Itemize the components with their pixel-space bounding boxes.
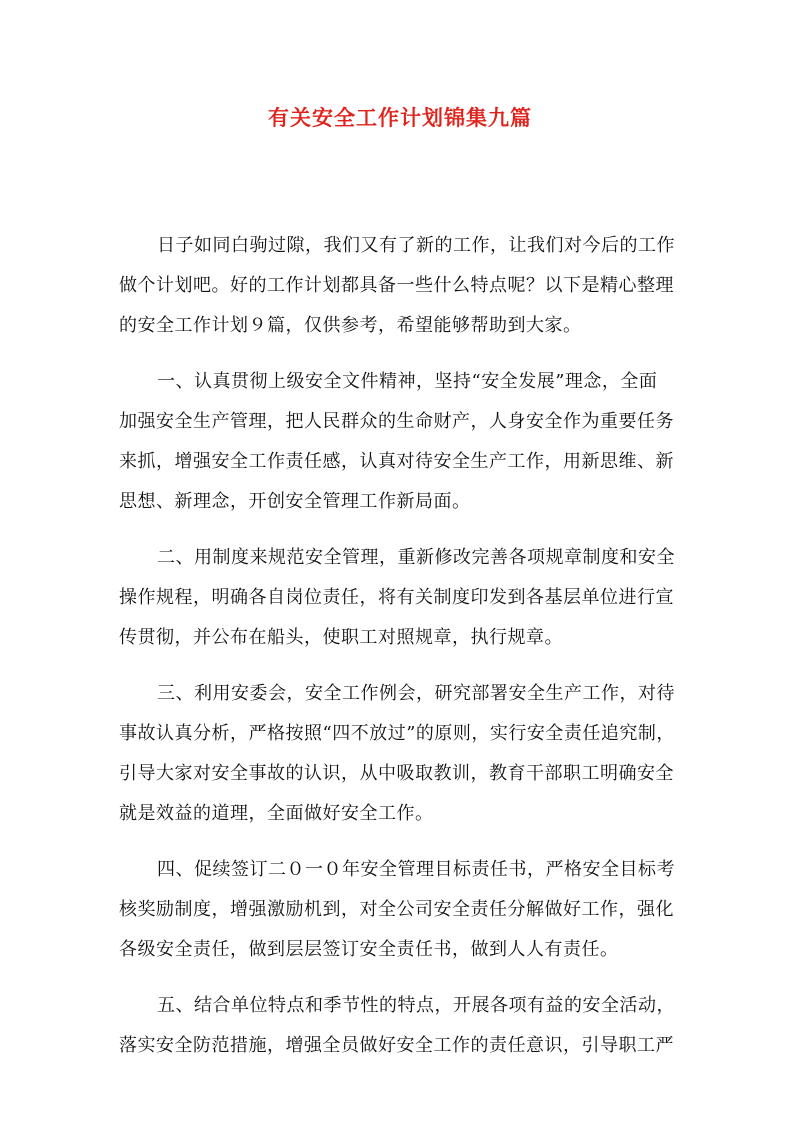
text-line: 核奖励制度，增强激励机到，对全公司安全责任分解做好工作，强化 [119,899,674,920]
text-line: 四、促续签订二０一０年安全管理目标责任书，严格安全目标考 [157,859,675,880]
text-line: 日子如同白驹过隙，我们又有了新的工作，让我们对今后的工作 [157,235,675,256]
text-line: 五、结合单位特点和季节性的特点，开展各项有益的安全活动， [157,995,675,1016]
paragraph-item-2 [119,538,685,658]
text-line: 二、用制度来规范安全管理，重新修改完善各项规章制度和安全 [157,547,675,568]
text-line: 操作规程，明确各自岗位责任，将有关制度印发到各基层单位进行宣 [119,587,674,608]
paragraph-item-5 [119,986,685,1066]
text-line: 来抓，增强安全工作责任感，认真对待安全生产工作，用新思维、新 [119,451,674,472]
paragraph-intro [119,226,685,346]
paragraph-item-3 [119,674,685,834]
paragraph-item-1 [119,362,685,522]
text-line: 引导大家对安全事故的认识，从中吸取教训，教育干部职工明确安全 [119,763,674,784]
text-line: 事故认真分析，严格按照“四不放过”的原则，实行安全责任追究制， [119,723,675,744]
text-line: 思想、新理念，开创安全管理工作新局面。 [119,491,471,512]
document-body [119,226,685,1082]
text-line: 一、认真贯彻上级安全文件精神，坚持“安全发展”理念，全面 [157,371,658,392]
paragraph-item-4 [119,850,685,970]
text-line: 加强安全生产管理，把人民群众的生命财产，人身安全作为重要任务 [119,411,674,432]
text-line: 三、利用安委会，安全工作例会，研究部署安全生产工作，对待 [157,683,675,704]
text-line: 就是效益的道理，全面做好安全工作。 [119,803,434,824]
text-line: 传贯彻，并公布在船头，使职工对照规章，执行规章。 [119,627,563,648]
text-line: 的安全工作计划９篇，仅供参考，希望能够帮助到大家。 [119,315,582,336]
text-line: 落实安全防范措施，增强全员做好安全工作的责任意识，引导职工严 [119,1035,674,1056]
text-line: 各级安全责任，做到层层签订安全责任书，做到人人有责任。 [119,939,619,960]
text-line: 做个计划吧。好的工作计划都具备一些什么特点呢？以下是精心整理 [119,275,674,296]
document-title: 有关安全工作计划锦集九篇 [268,105,532,130]
